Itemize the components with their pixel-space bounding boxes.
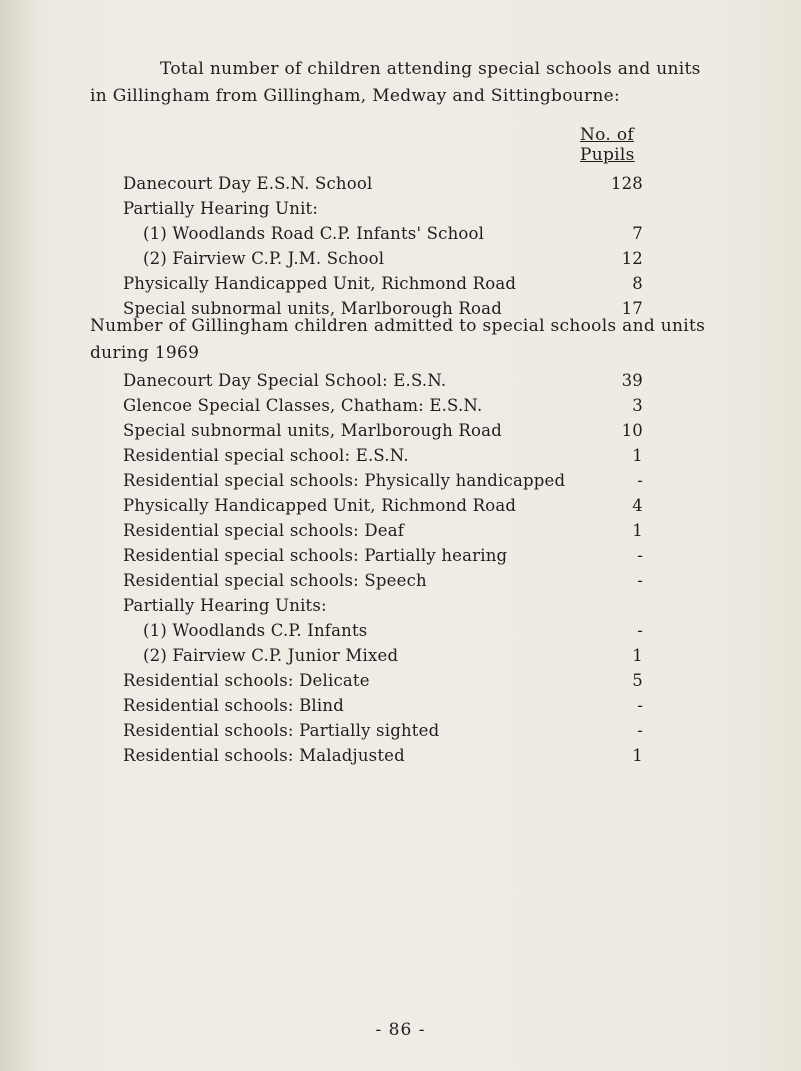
row-value: 10 xyxy=(621,421,643,440)
row-value: - xyxy=(637,546,643,565)
table-row xyxy=(123,693,643,718)
row-label: (2) Fairview C.P. J.M. School xyxy=(143,249,385,268)
row-label: Danecourt Day Special School: E.S.N. xyxy=(123,371,447,390)
row-value: 128 xyxy=(610,174,643,193)
row-value: 39 xyxy=(621,371,643,390)
table-row xyxy=(123,518,643,543)
table-row xyxy=(123,246,643,271)
row-value: - xyxy=(637,696,643,715)
row-label: Partially Hearing Units: xyxy=(123,596,327,615)
column-header-pupils: No. of Pupils xyxy=(580,125,635,165)
table-row xyxy=(123,271,643,296)
table-row xyxy=(123,393,643,418)
intro-paragraph: Total number of children attending special schools and units in Gillingham from Gillingham, Medway and Sittingbourne: xyxy=(90,59,701,106)
row-label: Residential schools: Partially sighted xyxy=(123,721,440,740)
table-row xyxy=(123,568,643,593)
row-label: (2) Fairview C.P. Junior Mixed xyxy=(143,646,399,665)
row-label: Residential special schools: Partially hearing xyxy=(123,546,508,565)
table-row xyxy=(123,171,643,196)
table-row xyxy=(123,618,643,643)
row-value: 8 xyxy=(632,274,643,293)
table-row xyxy=(123,443,643,468)
row-label: Physically Handicapped Unit, Richmond Road xyxy=(123,496,517,515)
row-label: Residential special school: E.S.N. xyxy=(123,446,409,465)
row-label: Residential schools: Delicate xyxy=(123,671,370,690)
row-value: 1 xyxy=(632,521,643,540)
row-value: 1 xyxy=(632,746,643,765)
row-label: (1) Woodlands Road C.P. Infants' School xyxy=(143,224,485,243)
table-row xyxy=(123,468,643,493)
row-label: Danecourt Day E.S.N. School xyxy=(123,174,373,193)
admissions-table xyxy=(123,368,643,768)
row-value: 17 xyxy=(621,299,643,318)
row-value: 4 xyxy=(632,496,643,515)
row-label: Partially Hearing Unit: xyxy=(123,199,319,218)
page-number: - 86 - xyxy=(375,1020,426,1040)
row-value: 1 xyxy=(632,446,643,465)
table-row xyxy=(123,221,643,246)
row-value: 5 xyxy=(632,671,643,690)
row-value: 7 xyxy=(632,224,643,243)
table-row xyxy=(123,493,643,518)
table-row xyxy=(123,196,643,221)
row-label: Residential schools: Blind xyxy=(123,696,344,715)
table-row xyxy=(123,418,643,443)
admissions-heading: Number of Gillingham children admitted to special schools and units during 1969 xyxy=(90,316,706,363)
row-label: Special subnormal units, Marlborough Road xyxy=(123,299,502,318)
table-row xyxy=(123,643,643,668)
row-label: Residential special schools: Speech xyxy=(123,571,427,590)
row-label: Residential special schools: Deaf xyxy=(123,521,405,540)
row-value: - xyxy=(637,571,643,590)
row-value: 1 xyxy=(632,646,643,665)
row-label: Glencoe Special Classes, Chatham: E.S.N. xyxy=(123,396,483,415)
table-row xyxy=(123,543,643,568)
table-row xyxy=(123,593,643,618)
row-label: Residential special schools: Physically handicapped xyxy=(123,471,566,490)
row-label: Residential schools: Maladjusted xyxy=(123,746,405,765)
row-value: - xyxy=(637,621,643,640)
attendance-table xyxy=(123,171,643,321)
table-row xyxy=(123,743,643,768)
table-row xyxy=(123,668,643,693)
row-value: - xyxy=(637,721,643,740)
table-row xyxy=(123,368,643,393)
row-value: 3 xyxy=(632,396,643,415)
row-label: (1) Woodlands C.P. Infants xyxy=(143,621,368,640)
table-row xyxy=(123,718,643,743)
row-value: - xyxy=(637,471,643,490)
row-value: 12 xyxy=(621,249,643,268)
row-label: Special subnormal units, Marlborough Road xyxy=(123,421,502,440)
row-label: Physically Handicapped Unit, Richmond Road xyxy=(123,274,517,293)
